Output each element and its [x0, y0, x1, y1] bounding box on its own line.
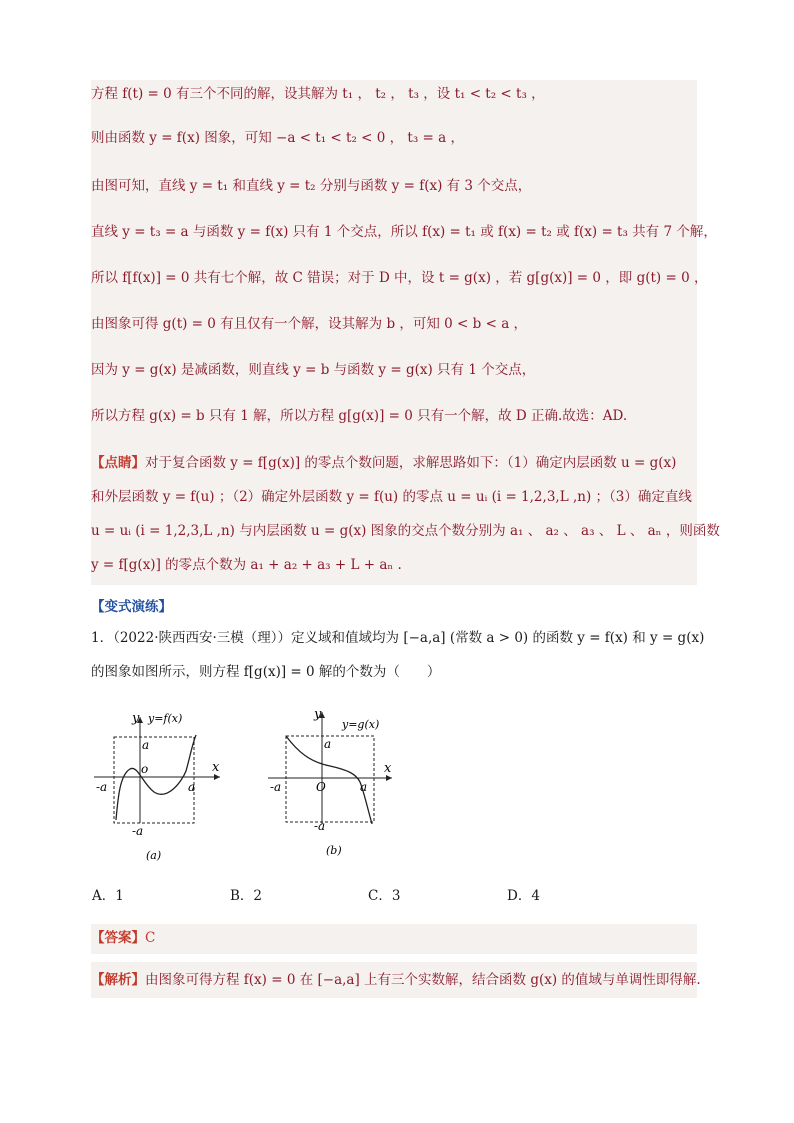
choice-c[interactable]: C．3: [368, 888, 401, 904]
y-label: y: [132, 711, 140, 726]
figure-b: [264, 700, 404, 860]
analysis-label: 【解析】: [91, 972, 145, 988]
y-label: y: [314, 707, 322, 722]
answer-label: 【答案】: [91, 930, 145, 946]
question-line: 1．（2022·陕西西安·三模（理））定义域和值域均为 [−a,a] (常数 a > 0) 的函数 y = f(x) 和 y = g(x): [91, 630, 705, 646]
origin-label: O: [316, 780, 326, 794]
curve-label: y=g(x): [342, 718, 380, 731]
caption: (b): [326, 844, 342, 857]
analysis-text: 由图象可得方程 f(x) = 0 在 [−a,a] 上有三个实数解，结合函数 g(x) 的值域与单调性即得解.: [145, 972, 701, 988]
question-line: 的图象如图所示，则方程 f[g(x)] = 0 解的个数为（ ）: [91, 664, 441, 680]
answer-block: [91, 924, 697, 954]
choice-a[interactable]: A．1: [92, 888, 124, 904]
tip-line: y = f[g(x)] 的零点个数为 a₁ + a₂ + a₃ + L + aₙ .: [91, 557, 402, 573]
section-title: [91, 597, 172, 617]
section-title-text: 【变式演练】: [91, 599, 172, 615]
solution-line: 所以 f[f(x)] = 0 共有七个解，故 C 错误；对于 D 中，设 t = g(x) ，若 g[g(x)] = 0 ，即 g(t) = 0 ，: [91, 270, 708, 286]
tip-line: [91, 453, 676, 473]
choice-b[interactable]: B．2: [230, 888, 263, 904]
solution-line: 由图可知，直线 y = t₁ 和直线 y = t₂ 分别与函数 y = f(x) 有 3 个交点，: [91, 178, 532, 194]
neg-a-label-x: -a: [96, 780, 108, 794]
origin-label: o: [141, 762, 149, 776]
tip-text: 对于复合函数 y = f[g(x)] 的零点个数问题，求解思路如下：（1）确定内层函数 u = g(x): [145, 455, 677, 471]
a-label-x: a: [188, 780, 196, 794]
neg-a-label-x: -a: [270, 780, 282, 794]
choice-d[interactable]: D．4: [507, 888, 540, 904]
analysis-line: [91, 970, 701, 990]
caption: (a): [146, 849, 162, 862]
a-label-y: a: [142, 738, 150, 752]
answer-value: C: [145, 930, 156, 946]
solution-line: 因为 y = g(x) 是减函数，则直线 y = b 与函数 y = g(x) 只有 1 个交点，: [91, 362, 536, 378]
tip-line: u = uᵢ (i = 1,2,3,L ,n) 与内层函数 u = g(x) 图象的交点个数分别为 a₁ 、 a₂ 、 a₃ 、 L 、 aₙ ，则函数: [91, 523, 720, 539]
x-label: x: [384, 761, 392, 776]
x-label: x: [212, 760, 220, 775]
solution-line: 由图象可得 g(t) = 0 有且仅有一个解，设其解为 b ，可知 0 < b < a ，: [91, 316, 528, 332]
curve-label: y=f(x): [148, 712, 183, 725]
solution-line: 直线 y = t₃ = a 与函数 y = f(x) 只有 1 个交点，所以 f(x) = t₁ 或 f(x) = t₂ 或 f(x) = t₃ 共有 7 个解，: [91, 224, 717, 240]
figure-a: [92, 705, 232, 865]
tip-line: 和外层函数 y = f(u) ；（2）确定外层函数 y = f(u) 的零点 u = uᵢ (i = 1,2,3,L ,n) ；（3）确定直线: [91, 489, 692, 505]
solution-line: 则由函数 y = f(x) 图象，可知 −a < t₁ < t₂ < 0 ， t₃ = a ，: [91, 130, 464, 146]
a-label-x: a: [360, 780, 368, 794]
neg-a-label-y: -a: [314, 819, 326, 833]
solution-line: 所以方程 g(x) = b 只有 1 解，所以方程 g[g(x)] = 0 只有一个解，故 D 正确.故选：AD.: [91, 408, 628, 424]
a-label-y: a: [324, 737, 332, 751]
neg-a-label-y: -a: [132, 824, 144, 838]
solution-line: 方程 f(t) = 0 有三个不同的解，设其解为 t₁ ， t₂ ， t₃ ，设 t₁ < t₂ < t₃ ，: [91, 86, 545, 102]
tip-label: 【点睛】: [91, 455, 145, 471]
answer-line: [91, 928, 155, 948]
